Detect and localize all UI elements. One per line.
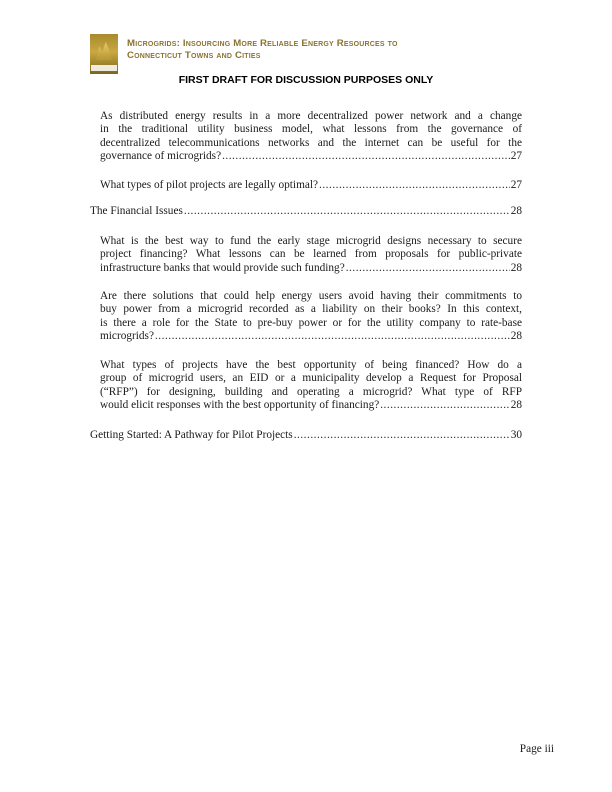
toc-dot-leader (222, 150, 510, 163)
toc-entry-line: governance of microgrids? (100, 149, 222, 162)
toc-dot-leader (380, 399, 509, 412)
header-title-line2: Connecticut Towns and Cities (127, 50, 261, 61)
toc-entry-fund-early-stage[interactable] (100, 235, 522, 275)
toc-entry-line: As distributed energy results in a more decentralized power network and a change (100, 110, 522, 122)
toc-entry-line: The Financial Issues (90, 205, 183, 217)
toc-entry-pilot-projects-legal[interactable] (100, 179, 522, 192)
toc-entry-getting-started[interactable] (90, 429, 522, 442)
toc-page-number: 27 (510, 149, 522, 162)
toc-entry-line: would elicit responses with the best opportunity of financing? (100, 398, 380, 411)
toc-dot-leader (346, 262, 510, 275)
toc-entry-line: buy power from a microgrid recorded as a liability on their books? In this context, (100, 303, 522, 316)
toc-page-number: 28 (510, 329, 522, 342)
toc-dot-leader (155, 330, 510, 343)
toc-dot-leader (319, 179, 510, 192)
page-number-footer: Page iii (519, 743, 554, 755)
toc-entry-line: project financing? What lessons can be learned from proposals for public-private (100, 248, 522, 261)
toc-page-number: 30 (510, 429, 522, 441)
header-title-line1: Microgrids: Insourcing More Reliable Energy Resources to (127, 38, 398, 49)
toc-page-number: 28 (510, 205, 522, 217)
toc-entry-projects-financed[interactable] (100, 359, 522, 412)
toc-entry-line: Getting Started: A Pathway for Pilot Projects (90, 429, 293, 441)
toc-entry-line: group of microgrid users, an EID or a municipality develop a Request for Proposal (100, 372, 522, 385)
toc-entry-decentralized-governance[interactable] (100, 110, 522, 163)
toc-dot-leader (294, 429, 510, 442)
toc-entry-line: Are there solutions that could help energy users avoid having their commitments to (100, 290, 522, 302)
toc-entry-line: decentralized telecommunications networks and the internet can be useful for the (100, 136, 522, 149)
toc-entry-line: What types of pilot projects are legally optimal? (100, 179, 319, 191)
toc-entry-line: in the traditional utility business model, what lessons from the governance of (100, 123, 522, 136)
toc-entry-line: (“RFP”) for designing, building and operating a microgrid? What type of RFP (100, 385, 522, 398)
draft-notice: FIRST DRAFT FOR DISCUSSION PURPOSES ONLY (178, 74, 434, 86)
toc-entry-line: infrastructure banks that would provide such funding? (100, 261, 345, 274)
toc-entry-line: microgrids? (100, 329, 154, 342)
toc-dot-leader (184, 205, 510, 218)
toc-entry-line: What types of projects have the best opportunity of being financed? How do a (100, 359, 522, 371)
toc-entry-line: is there a role for the State to pre-buy power or for the utility company to rate-base (100, 316, 522, 329)
toc-entry-line: What is the best way to fund the early stage microgrid designs necessary to secure (100, 235, 522, 247)
toc-page-number: 28 (510, 261, 522, 274)
toc-entry-financial-issues[interactable] (90, 205, 522, 218)
toc-page-number: 27 (510, 179, 522, 191)
header-title (127, 38, 527, 62)
toc-page-number: 28 (510, 398, 522, 411)
toc-entry-liability-solutions[interactable] (100, 290, 522, 343)
header-logo (90, 34, 118, 74)
